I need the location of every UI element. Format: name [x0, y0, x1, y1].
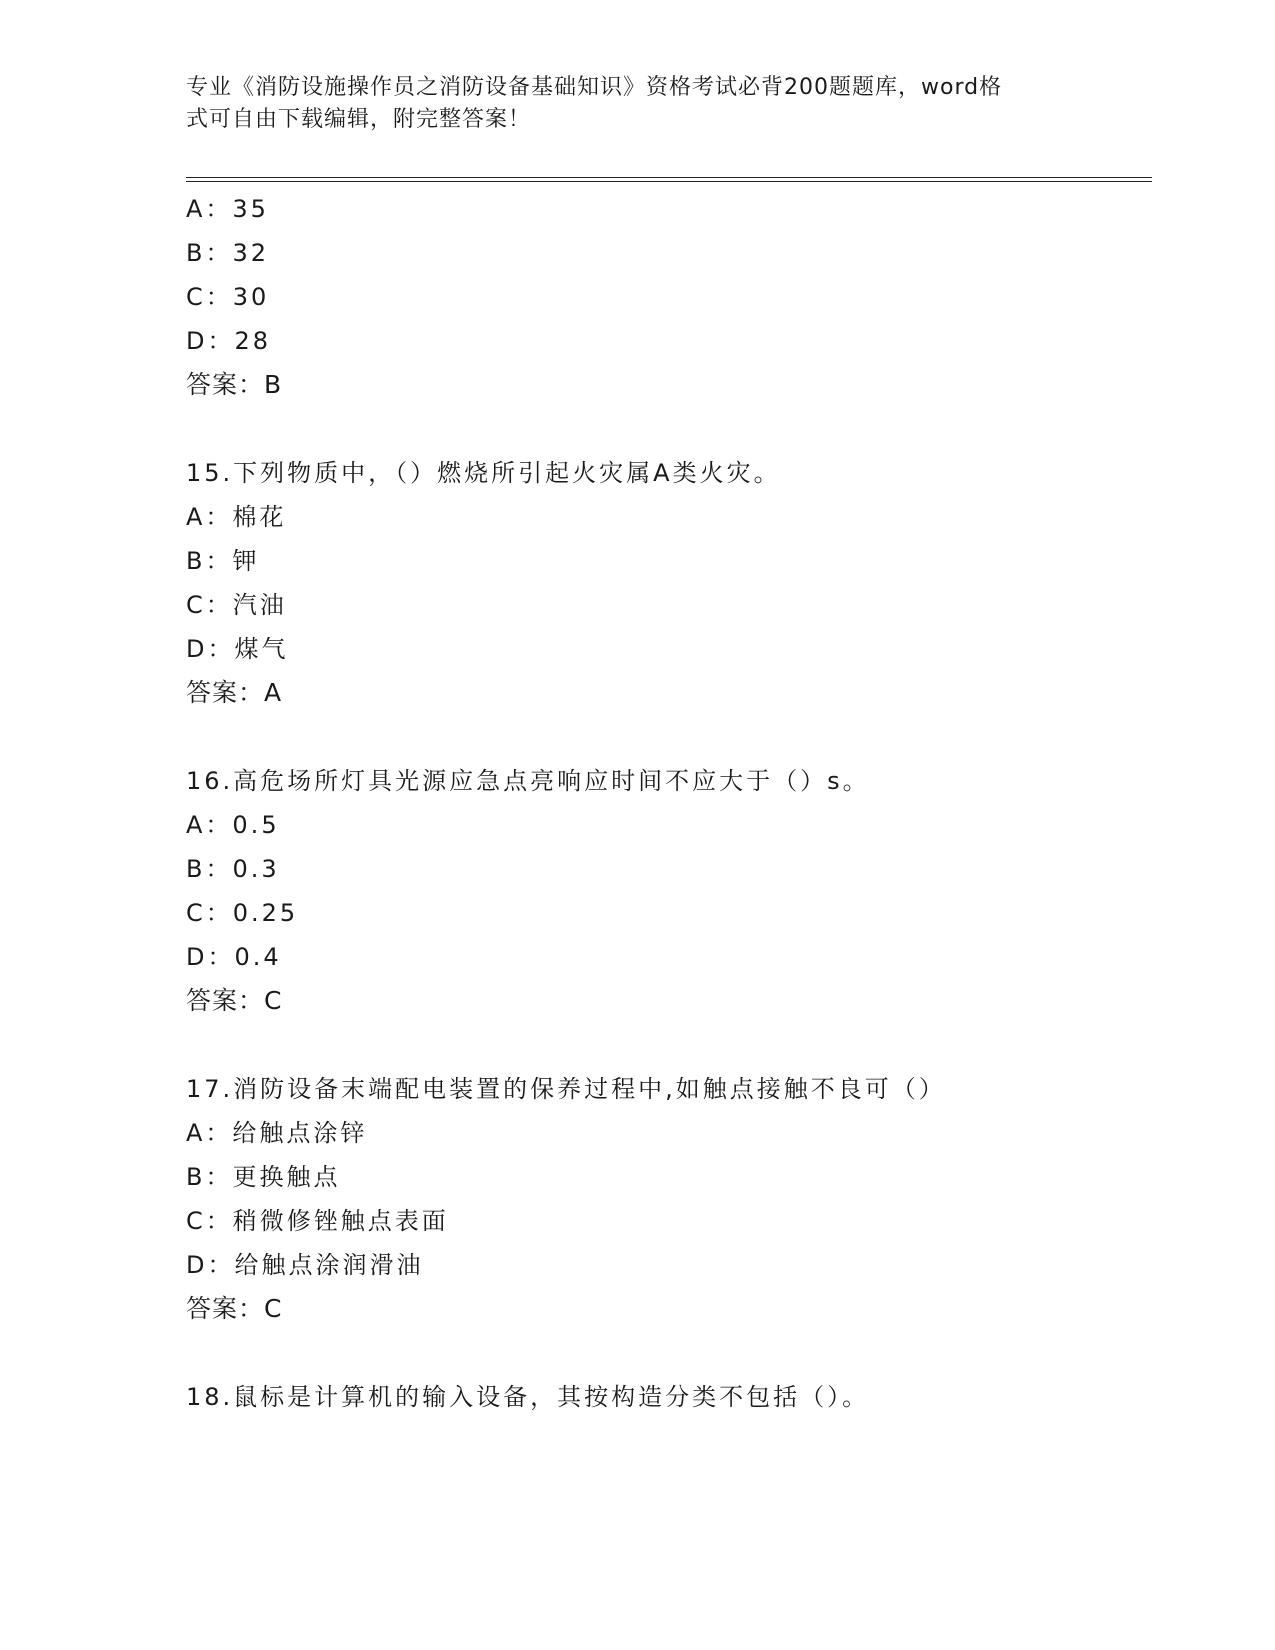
q16-option-b: B：0.3 — [186, 855, 280, 883]
q17-option-d: D：给触点涂润滑油 — [186, 1251, 424, 1279]
q15-option-b: B：钾 — [186, 547, 260, 575]
q15-question: 15.下列物质中，（）燃烧所引起火灾属A类火灾。 — [186, 459, 781, 487]
q17-question: 17.消防设备末端配电装置的保养过程中,如触点接触不良可（） — [186, 1075, 946, 1103]
q15-answer: 答案：A — [186, 678, 283, 707]
header-divider-top — [186, 177, 1152, 178]
q16-option-c: C：0.25 — [186, 899, 299, 927]
q17-option-b: B：更换触点 — [186, 1163, 341, 1191]
q14-option-b: B：32 — [186, 239, 270, 267]
header-title-line-1: 专业《消防设施操作员之消防设备基础知识》资格考试必背200题题库，word格 — [186, 75, 1003, 100]
q14-option-a: A：35 — [186, 195, 269, 223]
q17-option-c: C：稍微修锉触点表面 — [186, 1207, 449, 1235]
q14-option-c: C：30 — [186, 283, 270, 311]
q17-answer: 答案：C — [186, 1294, 283, 1323]
q15-option-d: D：煤气 — [186, 635, 289, 663]
q16-option-d: D：0.4 — [186, 943, 282, 971]
q16-question: 16.高危场所灯具光源应急点亮响应时间不应大于（）s。 — [186, 767, 870, 795]
q14-answer: 答案：B — [186, 370, 283, 399]
q15-option-c: C：汽油 — [186, 591, 287, 619]
q17-option-a: A：给触点涂锌 — [186, 1119, 368, 1147]
q15-option-a: A：棉花 — [186, 503, 287, 531]
q18-question: 18.鼠标是计算机的输入设备，其按构造分类不包括（）。 — [186, 1383, 870, 1411]
q16-answer: 答案：C — [186, 986, 283, 1015]
q14-option-d: D：28 — [186, 327, 272, 355]
header-title-line-2: 式可自由下载编辑，附完整答案！ — [186, 107, 532, 132]
q16-option-a: A：0.5 — [186, 811, 280, 839]
document-header — [186, 72, 1066, 136]
header-divider-bottom — [186, 181, 1152, 182]
